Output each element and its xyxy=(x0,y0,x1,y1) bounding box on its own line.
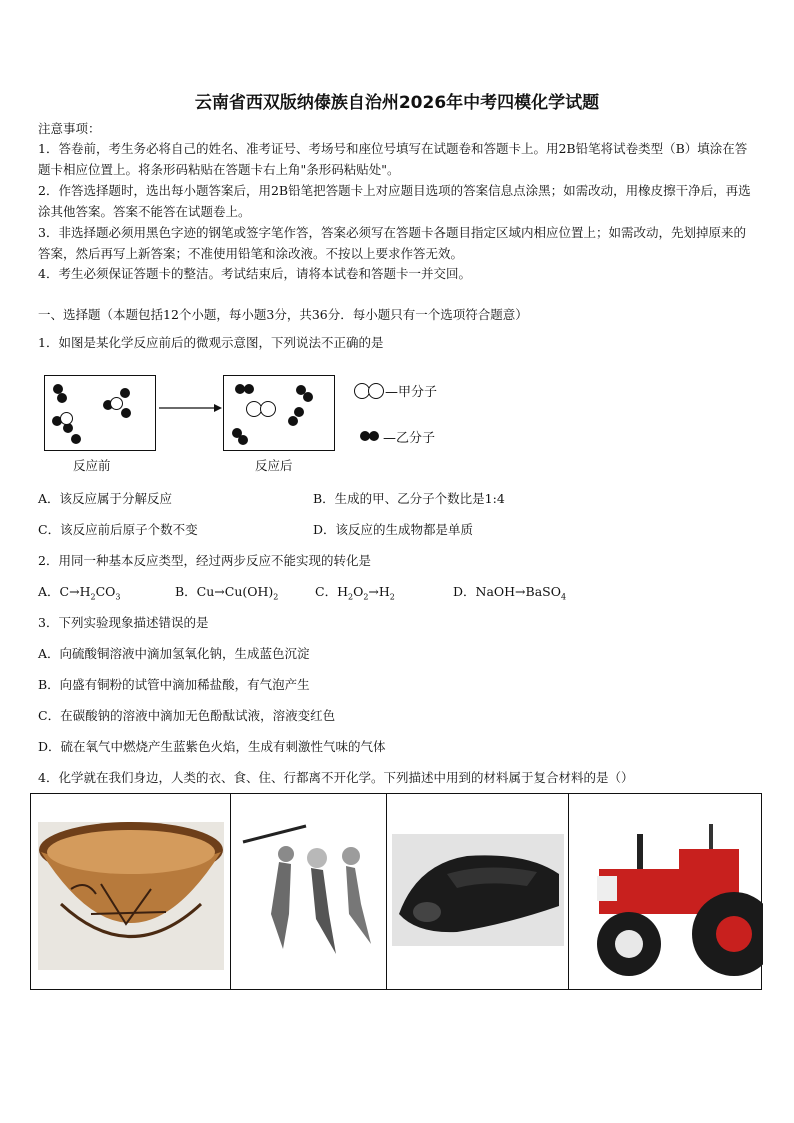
jia-atom-icon xyxy=(368,383,384,399)
q3-option-d: D．硫在氧气中燃烧产生蓝紫色火焰，生成有刺激性气味的气体 xyxy=(38,739,386,754)
q3-stem: 3．下列实验现象描述错误的是 xyxy=(38,615,209,630)
section-heading: 一、选择题（本题包括12个小题，每小题3分，共36分．每小题只有一个选项符合题意） xyxy=(38,307,528,322)
page-title: 云南省西双版纳傣族自治州2026年中考四模化学试题 xyxy=(194,93,600,113)
hip-implant-image xyxy=(231,794,387,989)
q1-option-c: C．该反应前后原子个数不变 xyxy=(38,522,198,537)
note-3: 3．非选择题必须用黑色字迹的钢笔或签字笔作答，答案必须写在答题卡各题目指定区域内相应位置上；如需改动，先划掉原来的答案，然后再写上新答案；不准使用铅笔和涂改液。不按以上要求作答无效。 xyxy=(38,225,746,261)
reaction-arrow xyxy=(158,402,223,414)
before-box xyxy=(44,375,156,451)
pottery-bowl-image xyxy=(31,794,231,989)
q3-option-c: C．在碳酸钠的溶液中滴加无色酚酞试液，溶液变红色 xyxy=(38,708,336,723)
note-4: 4．考生必须保证答题卡的整洁。考试结束后，请将本试卷和答题卡一并交回。 xyxy=(38,266,471,281)
tractor-image xyxy=(569,794,763,989)
before-label: 反应前 xyxy=(73,458,111,473)
yi-atom-icon xyxy=(369,431,379,441)
q2-option-d: D．NaOH→BaSO$_4$ xyxy=(453,584,567,602)
q1-option-a: A．该反应属于分解反应 xyxy=(38,491,173,506)
after-label: 反应后 xyxy=(255,458,293,473)
q1-option-b: B．生成的甲、乙分子个数比是1:4 xyxy=(313,491,505,506)
q2-option-b: B．$Cu\to Cu(OH)_2$ xyxy=(175,584,279,602)
q4-stem: 4．化学就在我们身边，人类的衣、食、住、行都离不开化学。下列描述中用到的材料属于复合材料的是（） xyxy=(38,770,634,785)
q2-stem: 2．用同一种基本反应类型，经过两步反应不能实现的转化是 xyxy=(38,553,371,568)
q2-option-a: A．$C\to H_2CO_3$ xyxy=(38,584,121,602)
notes-heading: 注意事项： xyxy=(38,121,101,136)
legend-jia: —甲分子 xyxy=(385,385,438,400)
note-2: 2．作答选择题时，选出每小题答案后，用2B铅笔把答题卡上对应题目选项的答案信息点涂黑；如需改动，用橡皮擦干净后，再选涂其他答案。答案不能答在试题卷上。 xyxy=(38,183,751,219)
q4-image-table xyxy=(30,793,762,990)
q2-option-c: C．$H_2O_2\to H_2$ xyxy=(315,584,395,602)
q1-stem: 1．如图是某化学反应前后的微观示意图，下列说法不正确的是 xyxy=(38,335,384,350)
q1-option-d: D．该反应的生成物都是单质 xyxy=(313,522,474,537)
carbon-car-body-image xyxy=(387,794,569,989)
note-1: 1．答卷前，考生务必将自己的姓名、准考证号、考场号和座位号填写在试题卷和答题卡上。用2B铅笔将试卷类型（B）填涂在答题卡相应位置上。将条形码粘贴在答题卡右上角"条形码粘贴处"。 xyxy=(38,141,748,177)
legend-yi: —乙分子 xyxy=(383,431,436,446)
after-box xyxy=(223,375,335,451)
q3-option-b: B．向盛有铜粉的试管中滴加稀盐酸，有气泡产生 xyxy=(38,677,310,692)
q3-option-a: A．向硫酸铜溶液中滴加氢氧化钠，生成蓝色沉淀 xyxy=(38,646,310,661)
